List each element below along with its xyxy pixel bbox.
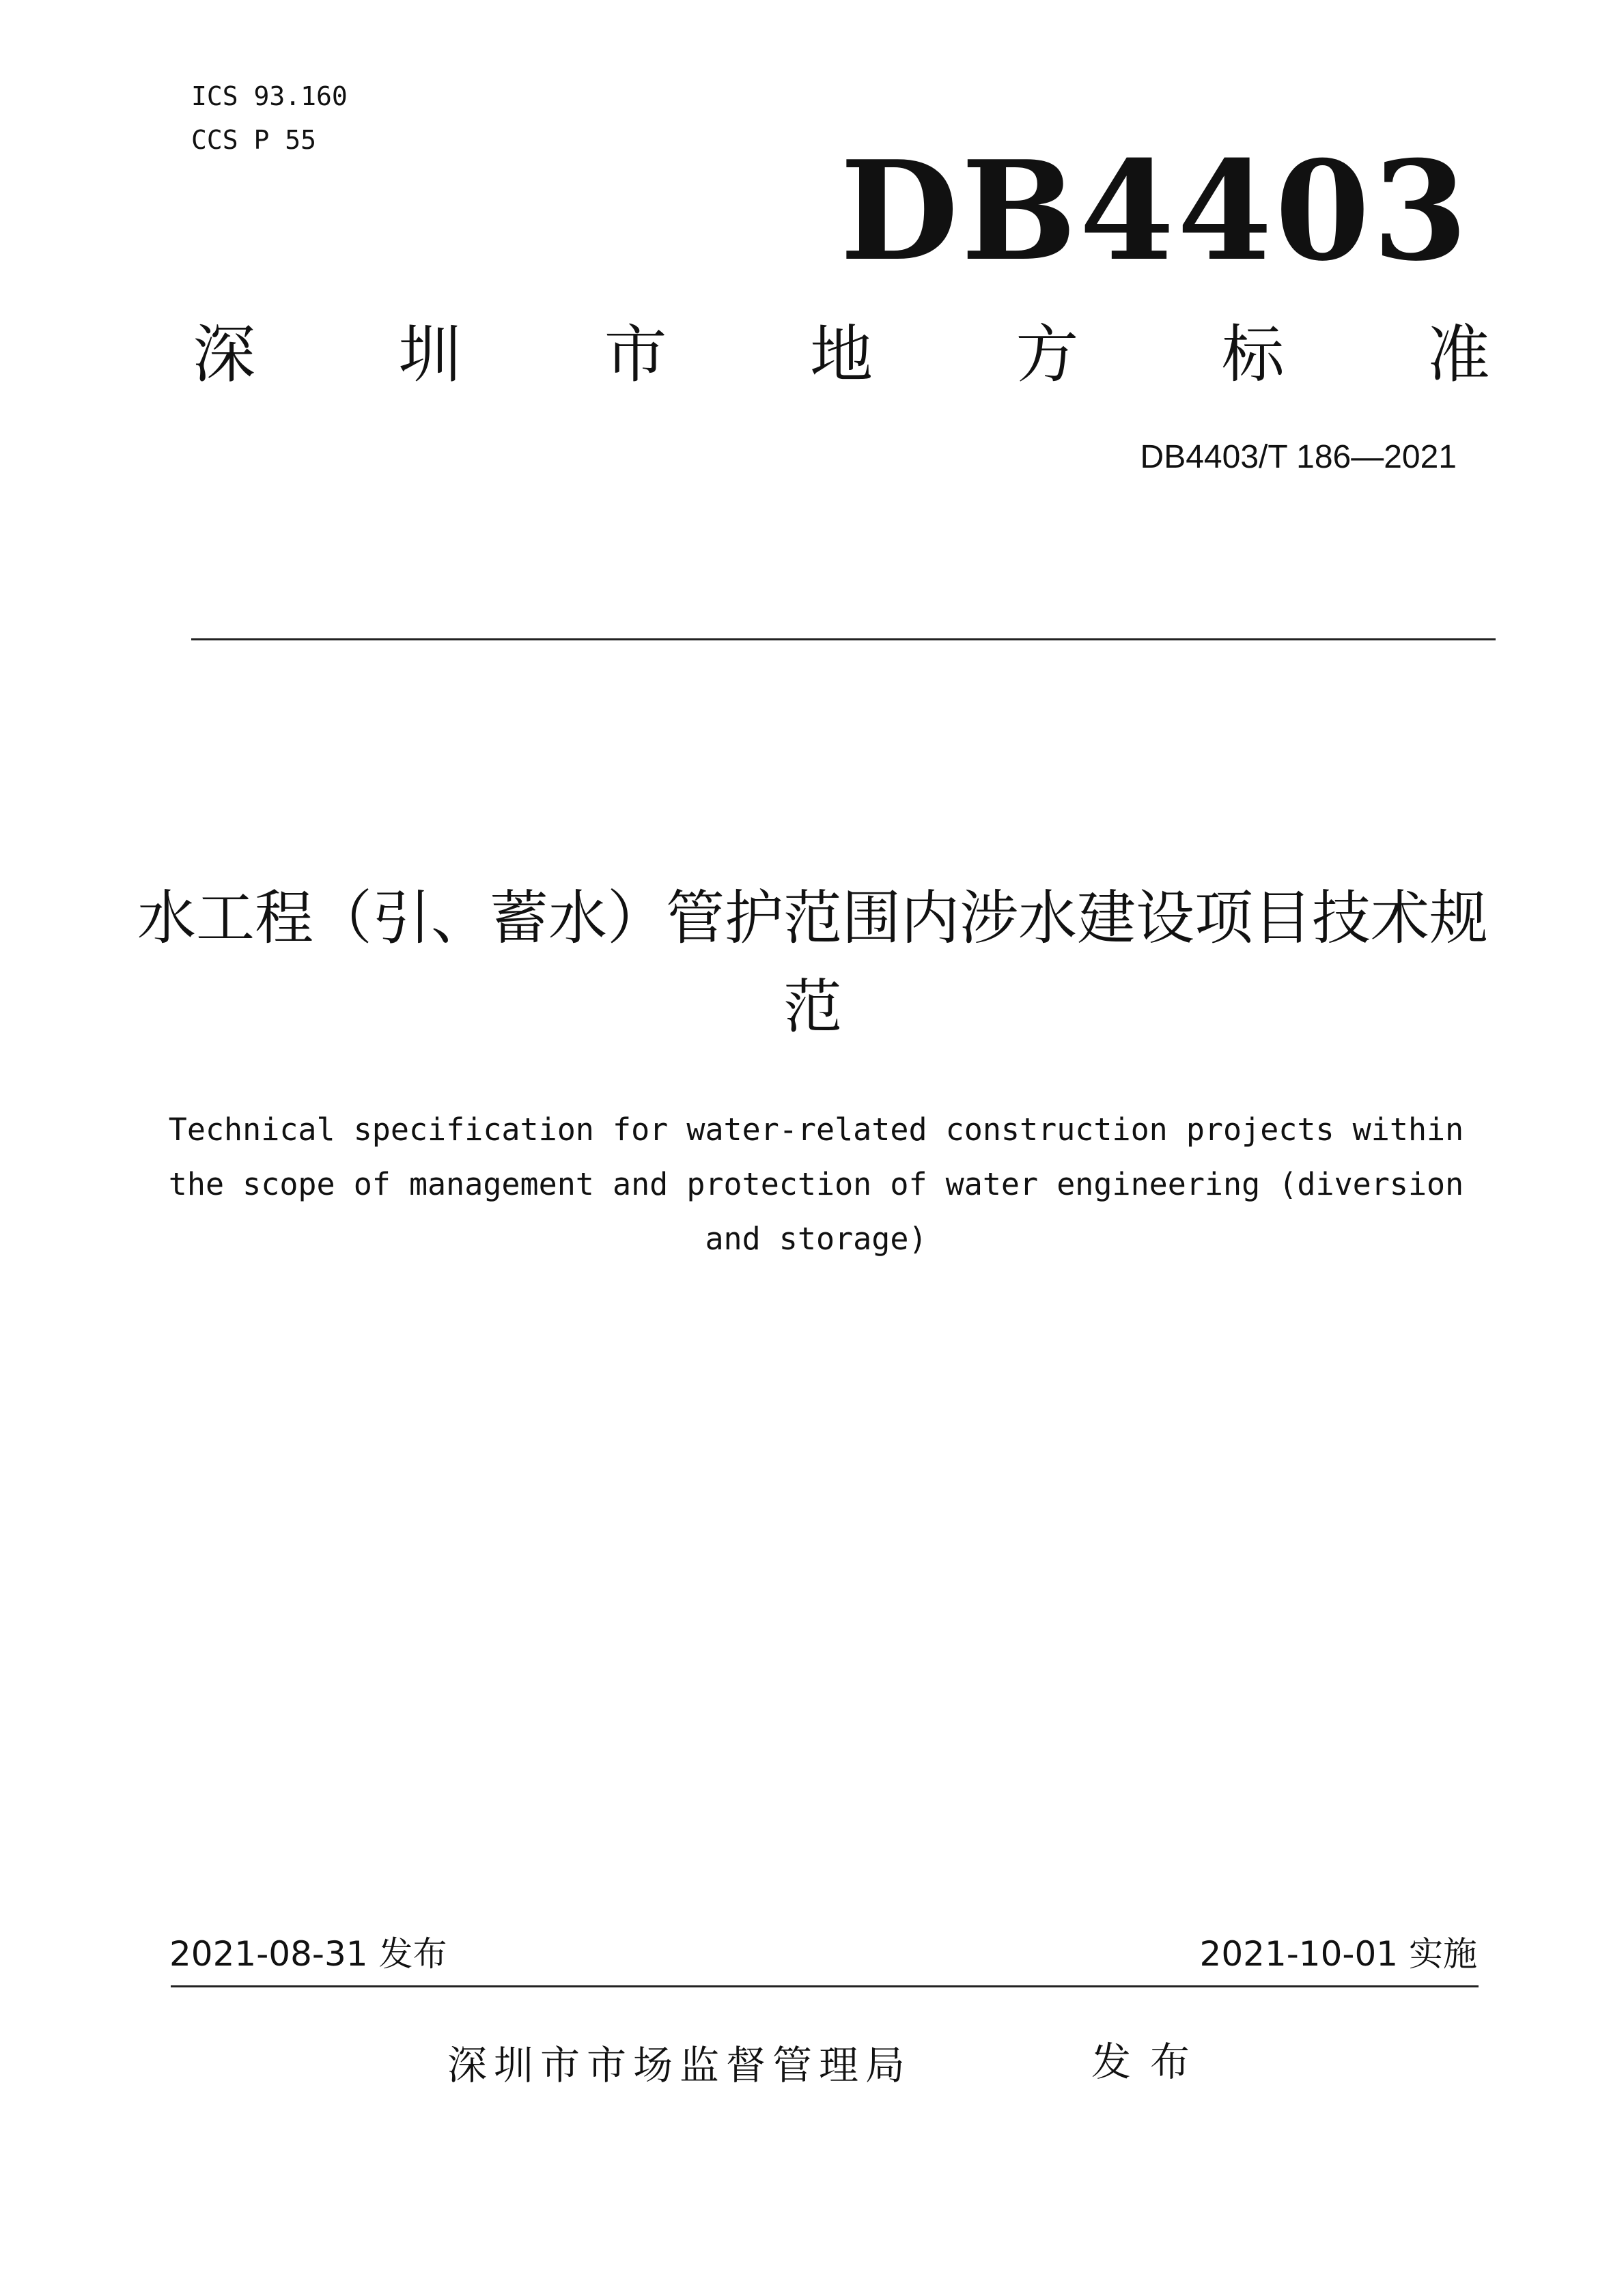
footer-divider	[171, 1985, 1479, 1987]
ics-code: ICS 93.160	[191, 81, 348, 111]
ccs-code: CCS P 55	[191, 125, 317, 155]
document-title-english: Technical specification for water-related construction projects within the scope of management and protection of water engineering (diversion and storage)	[168, 1111, 1464, 1257]
implementation-date: 2021-10-01 实施	[1199, 1934, 1477, 1974]
standard-number: DB4403/T 186—2021	[1140, 439, 1457, 475]
standard-type-heading: 深 圳 市 地 方 标 准	[193, 318, 1490, 391]
issuing-action: 发布	[1091, 2039, 1209, 2085]
issue-date: 2021-08-31 发布	[169, 1934, 447, 1974]
issuing-authority: 深圳市市场监督管理局	[447, 2042, 912, 2088]
document-title-chinese: 水工程（引、蓄水）管护范围内涉水建设项目技术规范	[137, 884, 1488, 1041]
header-divider	[191, 638, 1496, 640]
standard-code-heading: DB4403	[840, 131, 1471, 292]
